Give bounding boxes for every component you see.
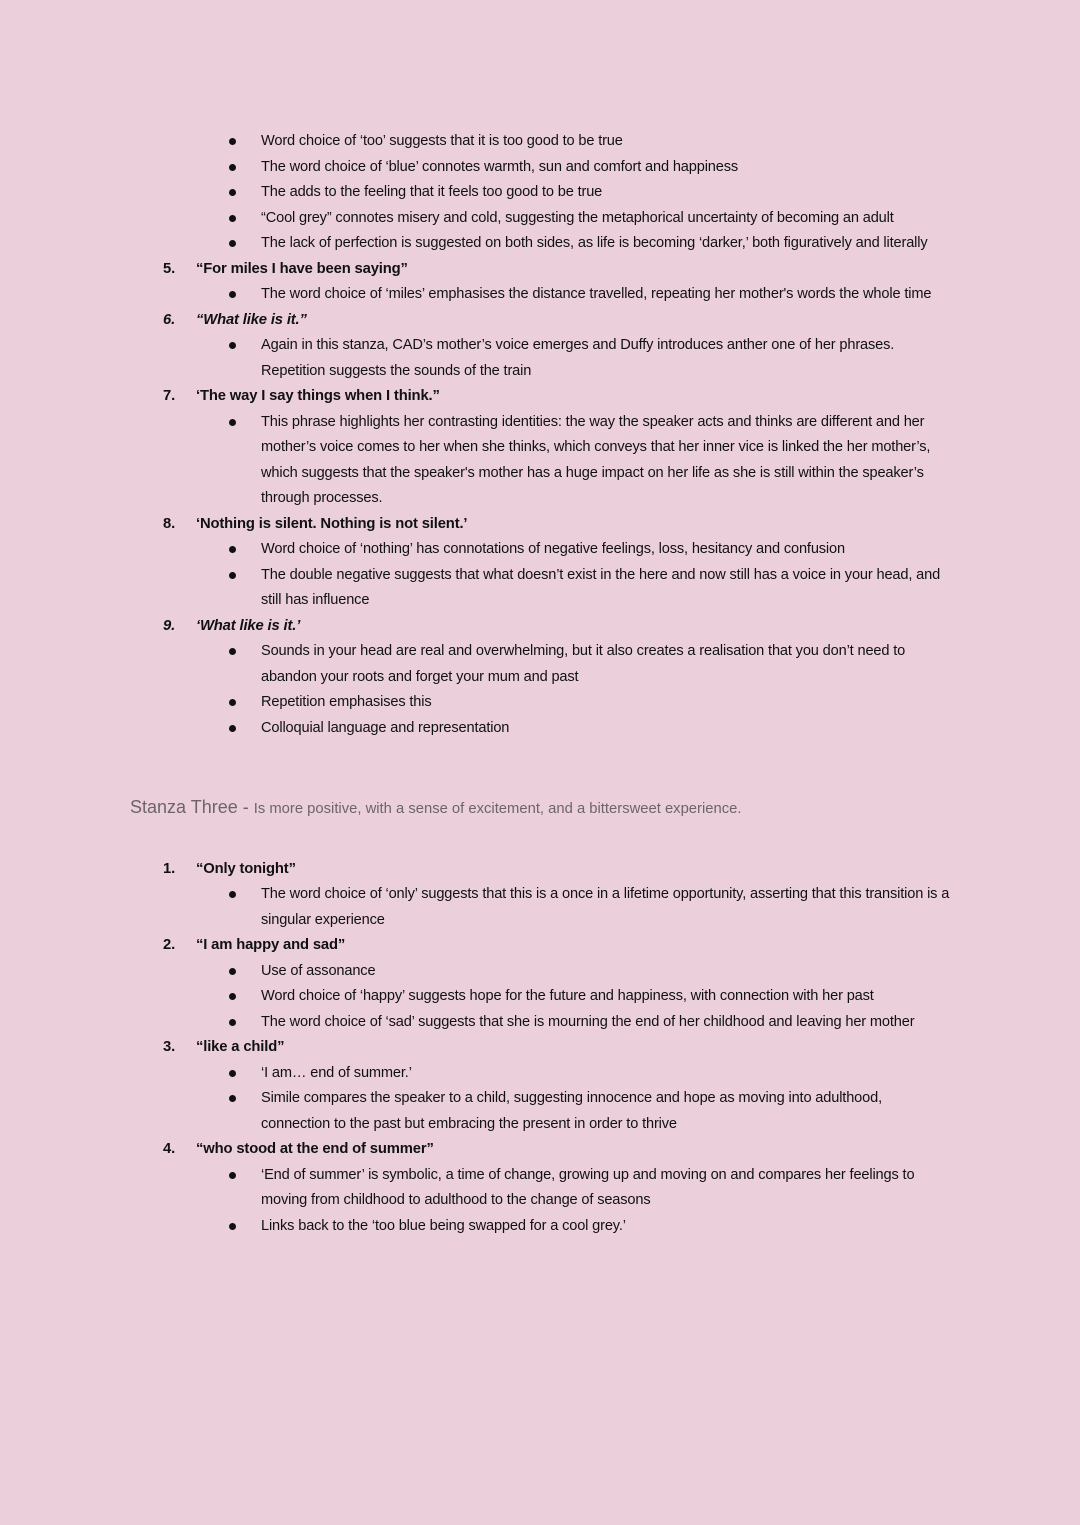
item-number: 4. <box>163 1141 176 1157</box>
bullet-text: The word choice of ‘sad’ suggests that she is mourning the end of her childhood and leaving her mother <box>261 1013 915 1030</box>
bullet-item <box>0 1061 951 1087</box>
bullet-item <box>0 639 951 690</box>
bullet-icon <box>229 1070 236 1077</box>
stanza-two-list <box>0 257 1080 742</box>
stanza-title: Stanza Three - <box>130 797 254 817</box>
bullet-text: Links back to the ‘too blue being swapped for a cool grey.’ <box>261 1217 626 1234</box>
bullet-icon <box>229 699 236 706</box>
bullet-icon <box>229 189 236 196</box>
numbered-item-heading <box>0 857 1080 883</box>
item-quote: “I am happy and sad” <box>196 937 346 953</box>
bullet-text: The word choice of ‘blue’ connotes warmth, sun and comfort and happiness <box>261 158 739 175</box>
bullet-icon <box>229 215 236 222</box>
stanza-description: Is more positive, with a sense of excitement, and a bittersweet experience. <box>253 801 742 817</box>
stanza-three-heading <box>130 795 1080 823</box>
numbered-item-heading <box>0 1137 1080 1163</box>
bullet-item <box>0 231 951 257</box>
bullet-text: Word choice of ‘too’ suggests that it is too good to be true <box>261 133 623 149</box>
item-bullets <box>0 333 1080 384</box>
item-bullets <box>0 410 1080 512</box>
bullet-text: “Cool grey” connotes misery and cold, suggesting the metaphorical uncertainty of becoming an adult <box>261 209 894 226</box>
bullet-text: The word choice of ‘only’ suggests that this is a once in a lifetime opportunity, asserting that this transition is a singular experience <box>261 886 950 928</box>
bullet-item <box>0 410 951 512</box>
intro-bullets <box>0 129 1080 257</box>
bullet-text: Word choice of ‘happy’ suggests hope for the future and happiness, with connection with her past <box>261 988 874 1004</box>
item-number: 9. <box>163 617 176 634</box>
item-quote: “For miles I have been saying” <box>196 260 408 277</box>
bullet-icon <box>229 725 236 732</box>
bullet-icon <box>229 1019 236 1026</box>
item-number: 1. <box>163 860 176 877</box>
bullet-item <box>0 1214 951 1240</box>
bullet-icon <box>229 572 236 579</box>
bullet-item <box>0 537 951 563</box>
bullet-item <box>0 690 951 716</box>
bullet-icon <box>229 164 236 171</box>
item-bullets <box>0 1061 1080 1138</box>
bullet-text: The word choice of ‘miles’ emphasises the distance travelled, repeating her mother's words the whole time <box>261 286 932 302</box>
item-bullets <box>0 282 1080 308</box>
bullet-text: Use of assonance <box>261 962 376 979</box>
numbered-item-heading <box>0 257 1080 283</box>
bullet-icon <box>229 1223 236 1230</box>
bullet-item <box>0 155 951 181</box>
numbered-item-heading <box>0 308 1080 334</box>
bullet-icon <box>229 891 236 898</box>
bullet-text: Repetition emphasises this <box>261 694 432 710</box>
document-page <box>0 129 1080 1239</box>
item-quote: “like a child” <box>196 1039 285 1055</box>
item-number: 8. <box>163 515 176 532</box>
numbered-item-heading <box>0 614 1080 640</box>
bullet-item <box>0 1163 951 1214</box>
bullet-text: Colloquial language and representation <box>261 719 510 736</box>
item-bullets <box>0 639 1080 741</box>
item-quote: ‘The way I say things when I think.” <box>196 388 440 404</box>
bullet-item <box>0 282 951 308</box>
bullet-item <box>0 1086 951 1137</box>
item-bullets <box>0 959 1080 1036</box>
bullet-icon <box>229 419 236 426</box>
bullet-item <box>0 180 951 206</box>
bullet-text: The lack of perfection is suggested on both sides, as life is becoming ‘darker,’ both figuratively and literally <box>261 235 928 251</box>
bullet-icon <box>229 291 236 298</box>
bullet-item <box>0 716 951 742</box>
item-bullets <box>0 537 1080 614</box>
numbered-item-heading <box>0 384 1080 410</box>
item-bullets <box>0 1163 1080 1240</box>
item-number: 3. <box>163 1039 176 1055</box>
bullet-item <box>0 129 951 155</box>
item-number: 5. <box>163 260 176 277</box>
bullet-text: ‘End of summer’ is symbolic, a time of change, growing up and moving on and compares her feelings to moving from childhood to adulthood to the change of seasons <box>261 1166 915 1208</box>
bullet-text: Sounds in your head are real and overwhelming, but it also creates a realisation that you don’t need to abandon your roots and forget your mum and past <box>261 643 906 685</box>
item-quote: “Only tonight” <box>196 860 296 877</box>
item-quote: “What like is it.” <box>196 311 307 328</box>
bullet-text: ‘I am… end of summer.’ <box>261 1064 412 1081</box>
bullet-text: Simile compares the speaker to a child, suggesting innocence and hope as moving into adulthood, connection to the past but embracing the present in order to thrive <box>261 1090 882 1132</box>
item-bullets <box>0 882 1080 933</box>
item-number: 6. <box>163 311 176 328</box>
item-quote: “who stood at the end of summer” <box>196 1141 434 1157</box>
bullet-text: Again in this stanza, CAD’s mother’s voice emerges and Duffy introduces anther one of her phrases. Repetition suggests the sounds of the train <box>261 337 895 379</box>
bullet-icon <box>229 138 236 145</box>
stanza-three-list <box>0 857 1080 1240</box>
numbered-item-heading <box>0 512 1080 538</box>
bullet-icon <box>229 968 236 975</box>
item-number: 7. <box>163 388 176 404</box>
bullet-item <box>0 882 951 933</box>
numbered-item-heading <box>0 933 1080 959</box>
bullet-item <box>0 333 951 384</box>
bullet-icon <box>229 240 236 247</box>
bullet-icon <box>229 993 236 1000</box>
bullet-icon <box>229 546 236 553</box>
bullet-text: Word choice of ‘nothing’ has connotations of negative feelings, loss, hesitancy and confusion <box>261 541 845 557</box>
bullet-item <box>0 563 951 614</box>
bullet-icon <box>229 1172 236 1179</box>
item-number: 2. <box>163 937 176 953</box>
bullet-text: The double negative suggests that what doesn’t exist in the here and now still has a voice in your head, and still has influence <box>261 566 941 608</box>
numbered-item-heading <box>0 1035 1080 1061</box>
bullet-item <box>0 1010 951 1036</box>
item-quote: ‘What like is it.’ <box>196 617 301 634</box>
bullet-text: This phrase highlights her contrasting identities: the way the speaker acts and thinks are different and her mother’s voice comes to her when she thinks, which conveys that her inner vice is linked the her mother’s, which suggests that the speaker's mother has a huge impact on her life as she is still within the speaker’s through processes. <box>261 413 931 506</box>
bullet-icon <box>229 342 236 349</box>
bullet-text: The adds to the feeling that it feels too good to be true <box>261 184 603 200</box>
bullet-icon <box>229 648 236 655</box>
bullet-item <box>0 959 951 985</box>
bullet-item <box>0 984 951 1010</box>
bullet-item <box>0 206 951 232</box>
bullet-icon <box>229 1095 236 1102</box>
item-quote: ‘Nothing is silent. Nothing is not silent.’ <box>196 515 468 532</box>
